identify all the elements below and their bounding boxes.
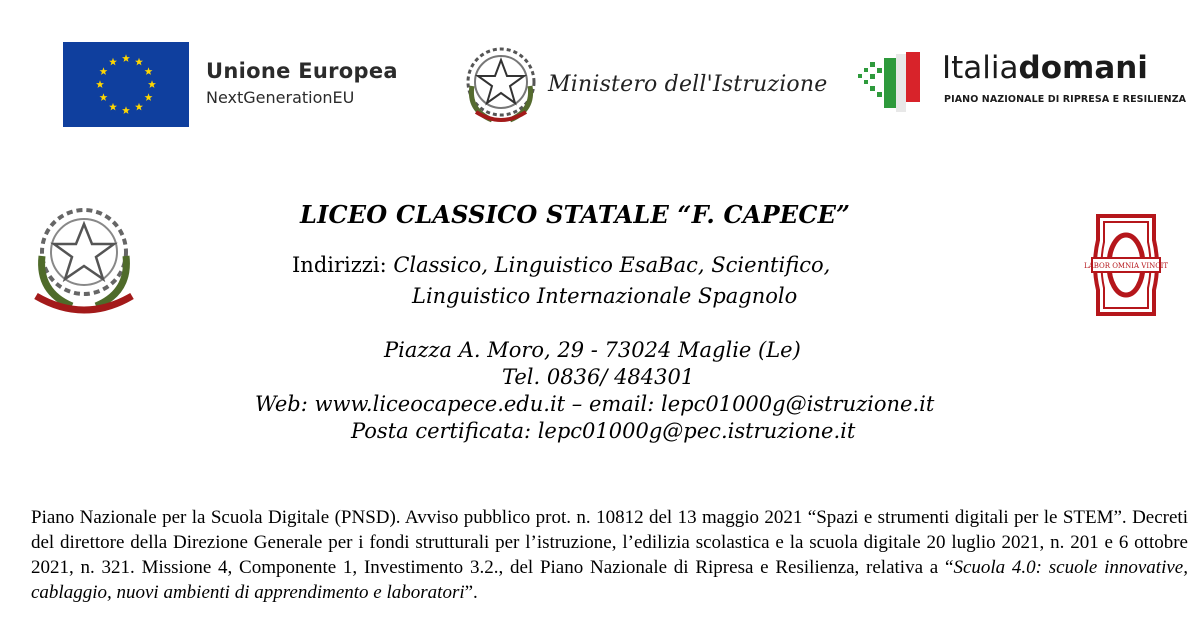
italia-domani-brand xyxy=(942,50,1148,86)
school-addresses-line2: Linguistico Internazionale Spagnolo xyxy=(412,284,798,308)
eu-label xyxy=(206,58,398,110)
paragraph-end: ”. xyxy=(464,582,478,603)
school-phone: Tel. 0836/ 484301 xyxy=(502,365,695,389)
eu-title: Unione Europea xyxy=(206,59,398,83)
school-logo-icon xyxy=(1083,212,1169,318)
school-pec: Posta certificata: lepc01000g@pec.istruzione.it xyxy=(351,419,856,443)
addresses-list-1: Classico, Linguistico EsaBac, Scientifico, xyxy=(393,253,831,277)
school-logo-motto: LABOR OMNIA VINCIT xyxy=(1083,262,1169,270)
school-addresses-line1 xyxy=(292,253,830,277)
eu-flag-icon xyxy=(63,42,189,127)
brand-light: Italia xyxy=(942,50,1019,86)
italian-republic-emblem-icon xyxy=(458,42,544,128)
ministry-name: Ministero dell'Istruzione xyxy=(548,72,828,97)
republic-emblem-icon xyxy=(28,200,140,325)
paragraph-italic-title: Scuola 4.0: scuole innovative, cablaggio, nuovi ambienti di apprendimento e laboratori xyxy=(31,557,1188,603)
paragraph-text: Piano Nazionale per la Scuola Digitale (PNSD). Avviso pubblico prot. n. 10812 del 13 maggio 2021 “Spazi e strumenti digitali per le STEM”. Decreti del direttore della Direzione Generale per i fondi strutturali per l’istruzione, l’edilizia scolastica e la scuola digitale 20 luglio 2021, n. 201 e 6 ottobre 2021, n. 321. Missione 4, Componente 1, Investimento 3.2., del Piano Nazionale di Ripresa e Resilienza, relativa a “ xyxy=(31,507,1188,578)
logo-banner xyxy=(0,0,1200,150)
school-street: Piazza A. Moro, 29 - 73024 Maglie (Le) xyxy=(384,338,801,362)
school-web-email: Web: www.liceocapece.edu.it – email: lepc01000g@istruzione.it xyxy=(255,392,935,416)
italia-domani-flag-icon xyxy=(855,52,925,114)
school-name: LICEO CLASSICO STATALE “F. CAPECE” xyxy=(300,200,851,229)
addresses-label: Indirizzi: xyxy=(292,253,387,277)
eu-subtitle: NextGenerationEU xyxy=(206,88,355,107)
brand-bold: domani xyxy=(1018,50,1148,86)
italia-domani-tagline: PIANO NAZIONALE DI RIPRESA E RESILIENZA xyxy=(944,94,1187,105)
pnsd-paragraph xyxy=(31,505,1188,605)
